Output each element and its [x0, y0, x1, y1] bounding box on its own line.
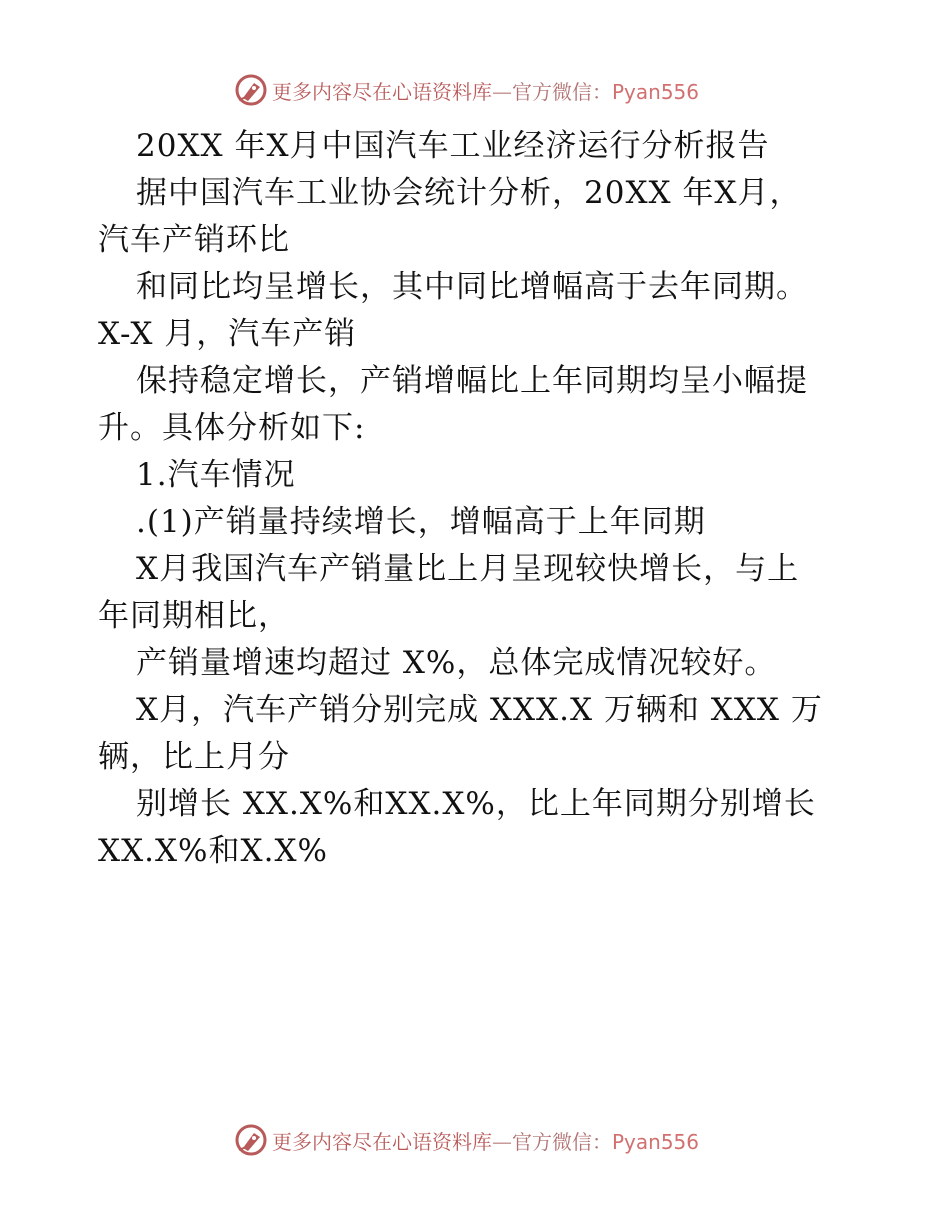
text-line: 别增长 XX.X%和XX.X%，比上年同期分别增长 [136, 786, 816, 822]
watermark-label: 官方微信： [512, 79, 612, 104]
watermark-footer [234, 1120, 754, 1160]
watermark-separator: — [492, 1129, 512, 1154]
text-line: 升。具体分析如下: [98, 410, 366, 446]
text-line: XX.X%和X.X% [98, 833, 328, 869]
text-line: 保持稳定增长，产销增幅比上年同期均呈小幅提 [136, 363, 808, 399]
text-line: 年同期相比， [98, 598, 290, 634]
pen-nib-circle-icon [234, 1123, 268, 1157]
watermark-header [234, 70, 754, 110]
text-line: 据中国汽车工业协会统计分析，20XX 年X月， [136, 175, 802, 211]
watermark-brand: 更多内容尽在心语资料库 [272, 1129, 492, 1154]
text-line: 辆，比上月分 [98, 739, 290, 775]
watermark-handle: Pyan556 [612, 1129, 700, 1154]
text-line: 汽车产销环比 [98, 222, 290, 258]
document-body [98, 124, 858, 876]
watermark-brand: 更多内容尽在心语资料库 [272, 79, 492, 104]
section-heading: 1.汽车情况 [136, 457, 296, 493]
pen-nib-circle-icon [234, 73, 268, 107]
text-line: X月，汽车产销分别完成 XXX.X 万辆和 XXX 万 [136, 692, 823, 728]
text-line: X月我国汽车产销量比上月呈现较快增长，与上 [136, 551, 800, 587]
text-line: X-X 月，汽车产销 [98, 316, 357, 352]
text-line: 产销量增速均超过 X%，总体完成情况较好。 [136, 645, 777, 681]
watermark-separator: — [492, 79, 512, 104]
watermark-handle: Pyan556 [612, 79, 700, 104]
subsection-heading: .(1)产销量持续增长，增幅高于上年同期 [136, 504, 706, 540]
watermark-label: 官方微信： [512, 1129, 612, 1154]
document-title: 20XX 年X月中国汽车工业经济运行分析报告 [136, 128, 770, 164]
text-line: 和同比均呈增长，其中同比增幅高于去年同期。 [136, 269, 808, 305]
